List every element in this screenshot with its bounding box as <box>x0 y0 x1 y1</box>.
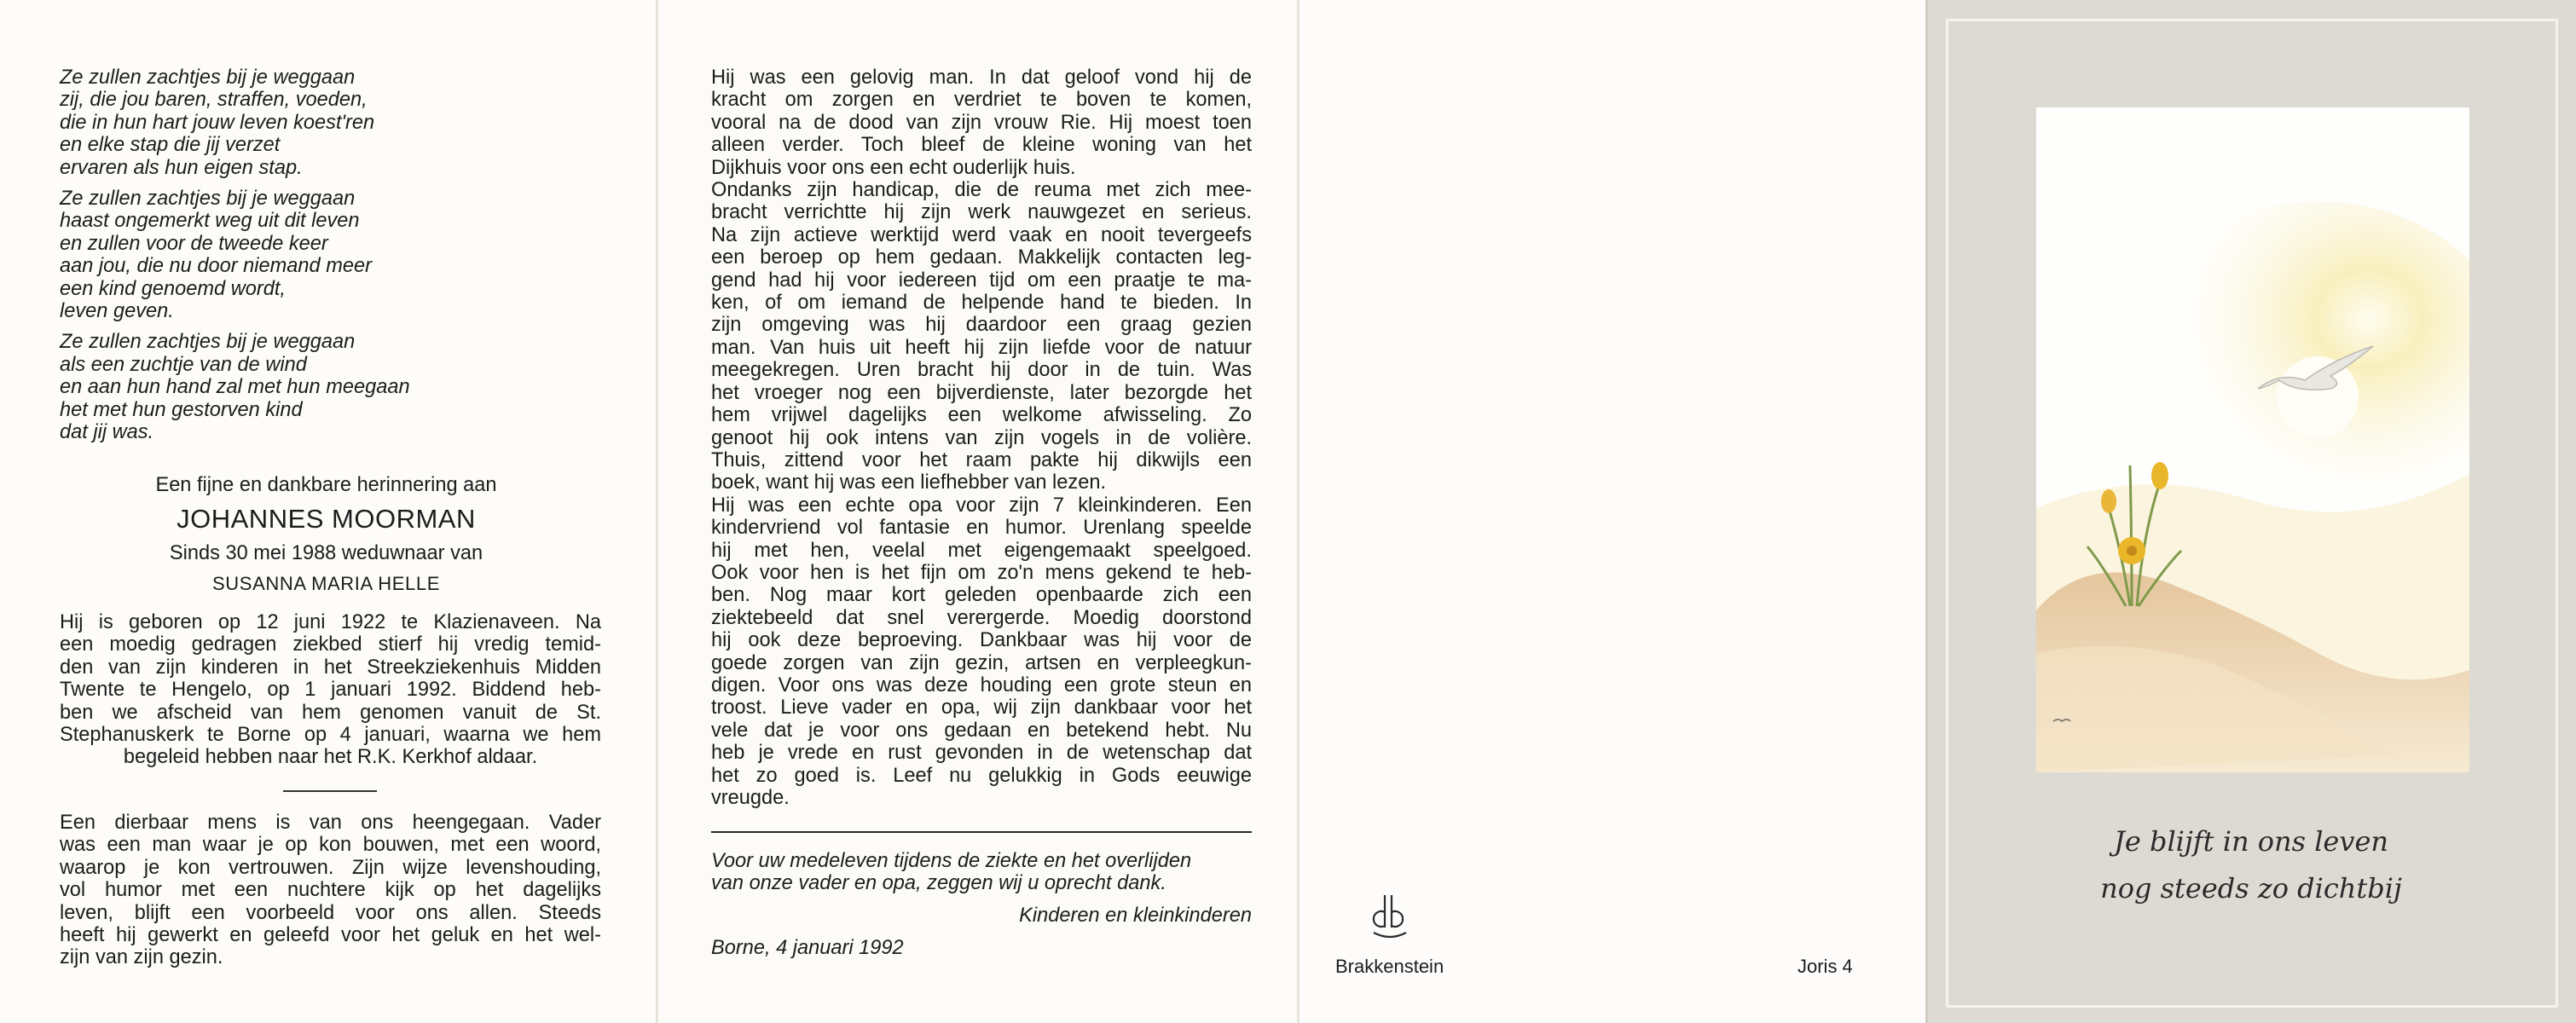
cover-verse <box>1961 818 2541 912</box>
publisher-logo-icon <box>1371 893 1409 941</box>
text-line: een kind genoemd wordt, <box>60 277 286 300</box>
fold-line <box>1925 0 1928 1023</box>
poem-stanza <box>60 188 520 322</box>
text-line: aan jou, die nu door niemand meer <box>60 255 372 278</box>
poem <box>60 66 520 453</box>
text-line: ziektebeeld dat snel verergerde. Moedig doorstond <box>711 606 1252 629</box>
text-line: Hij was een gelovig man. In dat geloof vond hij de <box>711 66 1252 89</box>
poem-stanza <box>60 66 520 179</box>
text-line: leven geven. <box>60 300 174 323</box>
text-line: heb je vrede en rust gevonden in de wetenschap dat <box>711 742 1252 765</box>
text-line: Thuis, zittend voor het raam pakte hij dikwijls een <box>711 448 1252 471</box>
text-line: meegekregen. Uren bracht hij door in de tuin. Was <box>711 359 1252 382</box>
text-line: waarop je kon vertrouwen. Zijn wijze levenshouding, <box>60 856 601 879</box>
text-line: vele dat je voor ons gedaan en betekend hebt. Nu <box>711 719 1252 742</box>
memorial-intro: Een fijne en dankbare herinnering aan <box>155 474 497 496</box>
publisher-name: Brakkenstein <box>1335 956 1444 977</box>
divider <box>283 790 377 792</box>
text-line: hij ook deze beproeving. Dankbaar was hij voor de <box>711 629 1252 652</box>
text-line: Ze zullen zachtjes bij je weggaan <box>60 66 356 89</box>
text-line: vol humor met een nuchtere kijk op het dagelijks <box>60 879 601 902</box>
text-line: alleen verder. Toch bleef de kleine woning van het <box>711 134 1252 157</box>
fold-line <box>1297 0 1300 1023</box>
text-line: man. Van huis uit heeft hij zijn liefde voor de natuur <box>711 336 1252 359</box>
text-line: leven, blijft een voorbeeld voor ons allen. Steeds <box>60 901 601 924</box>
deceased-name: JOHANNES MOORMAN <box>177 504 476 534</box>
text-line: Ondanks zijn handicap, die de reuma met zich mee- <box>711 179 1252 202</box>
tribute-text <box>60 812 601 969</box>
text-line: zijn van zijn gezin. <box>60 946 223 969</box>
text-line: troost. Lieve vader en opa, wij zijn dankbaar voor het <box>711 696 1252 720</box>
text-line: goede zorgen van zijn gezin, artsen en verpleegkun- <box>711 651 1252 674</box>
thanks-text <box>711 850 1252 895</box>
text-line: nog steeds zo dichtbij <box>2100 872 2402 905</box>
text-line: genoot hij ook intens van zijn vogels in de volière. <box>711 426 1252 449</box>
text-line: begeleid hebben naar het R.K. Kerkhof aldaar. <box>123 746 538 769</box>
text-line: een beroep op hem gedaan. Makkelijk contacten leg- <box>711 246 1252 269</box>
text-line: hem vrijwel dagelijks een welkome afwisseling. Zo <box>711 404 1252 427</box>
widower-line: Sinds 30 mei 1988 weduwnaar van <box>169 542 483 564</box>
text-line: bracht verrichtte hij zijn werk nauwgezet en serieus. <box>711 201 1252 224</box>
text-line: zijn omgeving was hij daardoor een graag gezien <box>711 314 1252 337</box>
text-line: en zullen voor de tweede keer <box>60 232 328 255</box>
text-line: ervaren als hun eigen stap. <box>60 156 303 179</box>
text-line: vreugde. <box>711 787 790 809</box>
text-line: Ze zullen zachtjes bij je weggaan <box>60 331 356 354</box>
text-line: ben we afscheid van hem genomen vanuit de St. <box>60 701 601 724</box>
text-line: boek, want hij was een liefhebber van lezen. <box>711 471 1106 494</box>
divider <box>711 831 1252 833</box>
poem-stanza <box>60 331 520 443</box>
text-line: en elke stap die jij verzet <box>60 134 281 157</box>
text-line: kindervriend vol fantasie en humor. Urenlang speelde <box>711 517 1252 540</box>
text-line: hij met hen, veelal met eigengemaakt speelgoed. <box>711 539 1252 562</box>
card-code: Joris 4 <box>1797 956 1853 977</box>
text-line: een moedig gedragen ziekbed stierf hij vredig temid- <box>60 633 601 656</box>
biography <box>60 611 601 769</box>
back-panel <box>1298 0 1927 1023</box>
text-line: zij, die jou baren, straffen, voeden, <box>60 89 368 112</box>
text-line: Voor uw medeleven tijdens de ziekte en het overlijden <box>711 850 1192 872</box>
text-line: Je blijft in ons leven <box>2114 825 2388 858</box>
cover-illustration <box>2036 107 2469 772</box>
text-line: het vroeger nog een bijverdienste, later bezorgde het <box>711 381 1252 404</box>
text-line: Hij was een echte opa voor zijn 7 kleinkinderen. Een <box>711 494 1252 517</box>
text-line: van onze vader en opa, zeggen wij u oprecht dank. <box>711 872 1166 895</box>
text-line: het zo goed is. Leef nu gelukkig in Gods eeuwige <box>711 764 1252 787</box>
text-line: Twente te Hengelo, op 1 januari 1992. Biddend heb- <box>60 679 601 702</box>
text-line: en aan hun hand zal met hun meegaan <box>60 376 410 399</box>
text-line: Een dierbaar mens is van ons heengegaan. Vader <box>60 812 601 834</box>
text-line: kracht om zorgen en verdriet te boven te komen, <box>711 89 1252 112</box>
text-line: was een man waar je op kon bouwen, met een woord, <box>60 834 601 857</box>
text-line: Ze zullen zachtjes bij je weggaan <box>60 188 356 211</box>
text-line: Hij is geboren op 12 juni 1922 te Klazienaveen. Na <box>60 611 601 633</box>
text-line: dat jij was. <box>60 421 154 444</box>
text-line: als een zuchtje van de wind <box>60 353 307 376</box>
text-line: Ook voor hen is het fijn om zo'n mens gekend te heb- <box>711 561 1252 584</box>
place-date: Borne, 4 januari 1992 <box>711 937 904 959</box>
text-line: vooral na de dood van zijn vrouw Rie. Hij moest toen <box>711 111 1252 134</box>
text-line: ben. Nog maar kort geleden openbaarde zich een <box>711 584 1252 607</box>
text-line: Dijkhuis voor ons een echt ouderlijk huis. <box>711 156 1076 179</box>
life-story <box>711 66 1252 809</box>
text-line: heeft hij gewerkt en geleefd voor het geluk en het wel- <box>60 924 601 947</box>
text-line: digen. Voor ons was deze houding een grote steun en <box>711 673 1252 696</box>
text-line: die in hun hart jouw leven koest'ren <box>60 111 375 134</box>
thanks-signature: Kinderen en kleinkinderen <box>1019 905 1252 927</box>
text-line: Stephanuskerk te Borne op 4 januari, waarna we hem <box>60 724 601 747</box>
spouse-name: SUSANNA MARIA HELLE <box>212 573 440 594</box>
text-line: het met hun gestorven kind <box>60 398 303 421</box>
text-line: den van zijn kinderen in het Streekziekenhuis Midden <box>60 656 601 679</box>
text-line: haast ongemerkt weg uit dit leven <box>60 210 360 233</box>
text-line: Na zijn actieve werktijd werd vaak en nooit tevergeefs <box>711 223 1252 246</box>
fold-line <box>656 0 658 1023</box>
text-line: ken, of om iemand de helpende hand te bieden. In <box>711 292 1252 315</box>
text-line: gend had hij voor iedereen tijd om een praatje te ma- <box>711 269 1252 292</box>
